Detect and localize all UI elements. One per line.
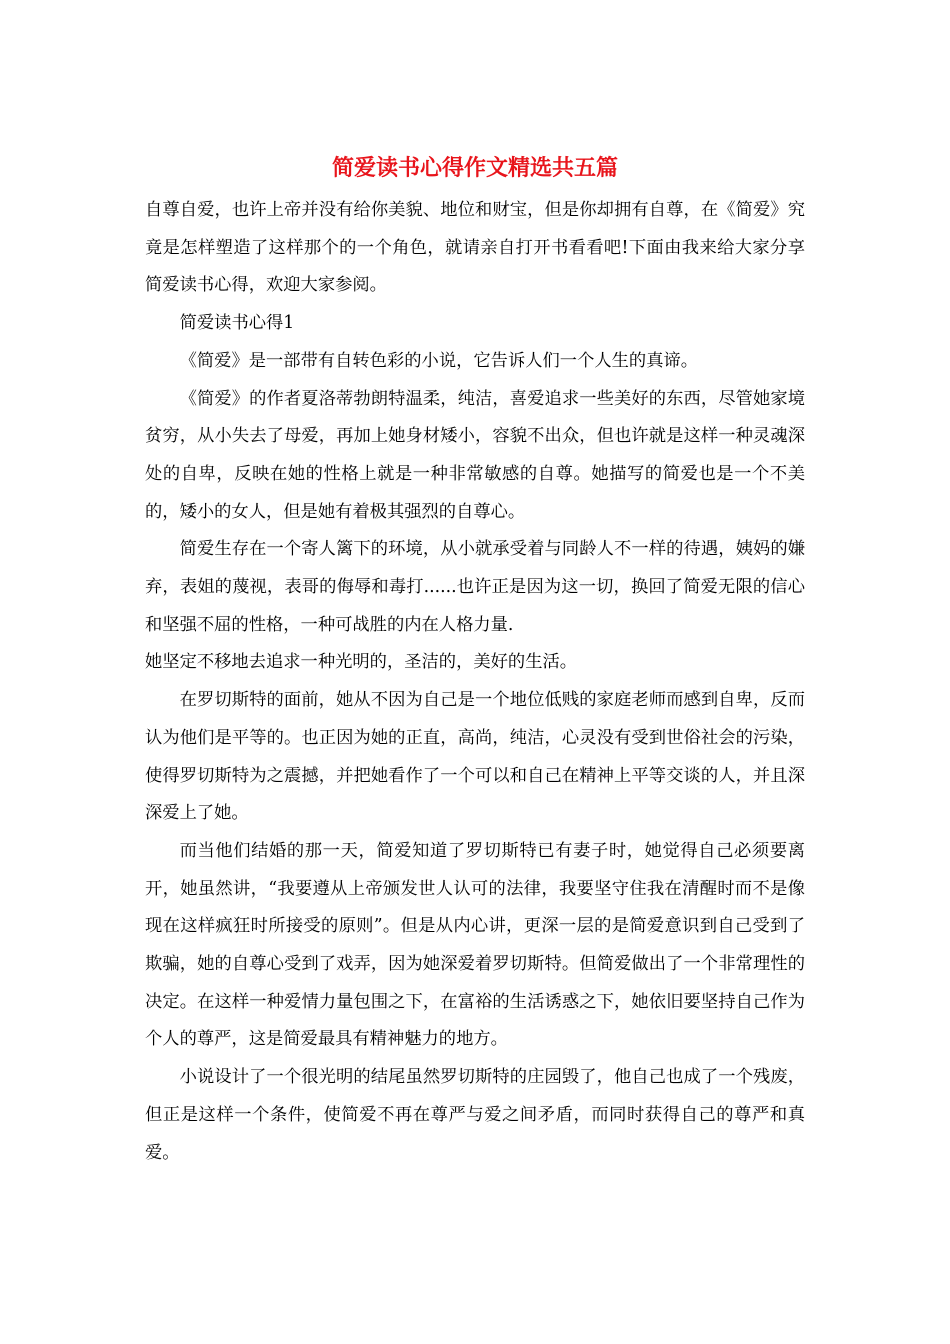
body-paragraph: 《简爱》是一部带有自转色彩的小说，它告诉人们一个人生的真谛。 [179, 350, 699, 371]
body-paragraph: 《简爱》的作者夏洛蒂勃朗特温柔，纯洁，喜爱追求一些美好的东西，尽管她家境贫穷，从小失去了母爱，再加上她身材矮小，容貌不出众，但也许就是这样一种灵魂深处的自卑，反映在她的性格上就是一种非常敏感的自尊。她描写的简爱也是一个不美的，矮小的女人，但是她有着极其强烈的自尊心。 [145, 388, 805, 522]
section-heading: 简爱读书心得1 [179, 313, 295, 334]
document-body [145, 192, 805, 1172]
body-paragraph: 简爱生存在一个寄人篱下的环境，从小就承受着与同龄人不一样的待遇，姨妈的嫌弃，表姐的蔑视，表哥的侮辱和毒打......也许正是因为这一切，换回了简爱无限的信心和坚强不屈的性格，一种可战胜的内在人格力量. [145, 539, 805, 635]
body-paragraph: 小说设计了一个很光明的结尾虽然罗切斯特的庄园毁了，他自己也成了一个残废，但正是这样一个条件，使简爱不再在尊严与爱之间矛盾，而同时获得自己的尊严和真爱。 [145, 1067, 805, 1163]
body-paragraph: 在罗切斯特的面前，她从不因为自己是一个地位低贱的家庭老师而感到自卑，反而认为他们是平等的。也正因为她的正直，高尚，纯洁，心灵没有受到世俗社会的污染，使得罗切斯特为之震撼，并把她看作了一个可以和自己在精神上平等交谈的人，并且深深爱上了她。 [145, 690, 805, 824]
intro-paragraph: 自尊自爱，也许上帝并没有给你美貌、地位和财宝，但是你却拥有自尊，在《简爱》究竟是怎样塑造了这样那个的一个角色，就请亲自打开书看看吧!下面由我来给大家分享简爱读书心得，欢迎大家参阅。 [145, 200, 805, 296]
document-title: 简爱读书心得作文精选共五篇 [331, 155, 618, 181]
body-paragraph: 而当他们结婚的那一天，简爱知道了罗切斯特已有妻子时，她觉得自己必须要离开，她虽然讲，“我要遵从上帝颁发世人认可的法律，我要坚守住我在清醒时而不是像现在这样疯狂时所接受的原则”。但是从内心讲，更深一层的是简爱意识到自己受到了欺骗，她的自尊心受到了戏弄，因为她深爱着罗切斯特。但简爱做出了一个非常理性的决定。在这样一种爱情力量包围之下，在富裕的生活诱惑之下，她依旧要坚持自己作为个人的尊严，这是简爱最具有精神魅力的地方。 [145, 840, 805, 1050]
body-line: 她坚定不移地去追求一种光明的，圣洁的，美好的生活。 [145, 652, 578, 673]
